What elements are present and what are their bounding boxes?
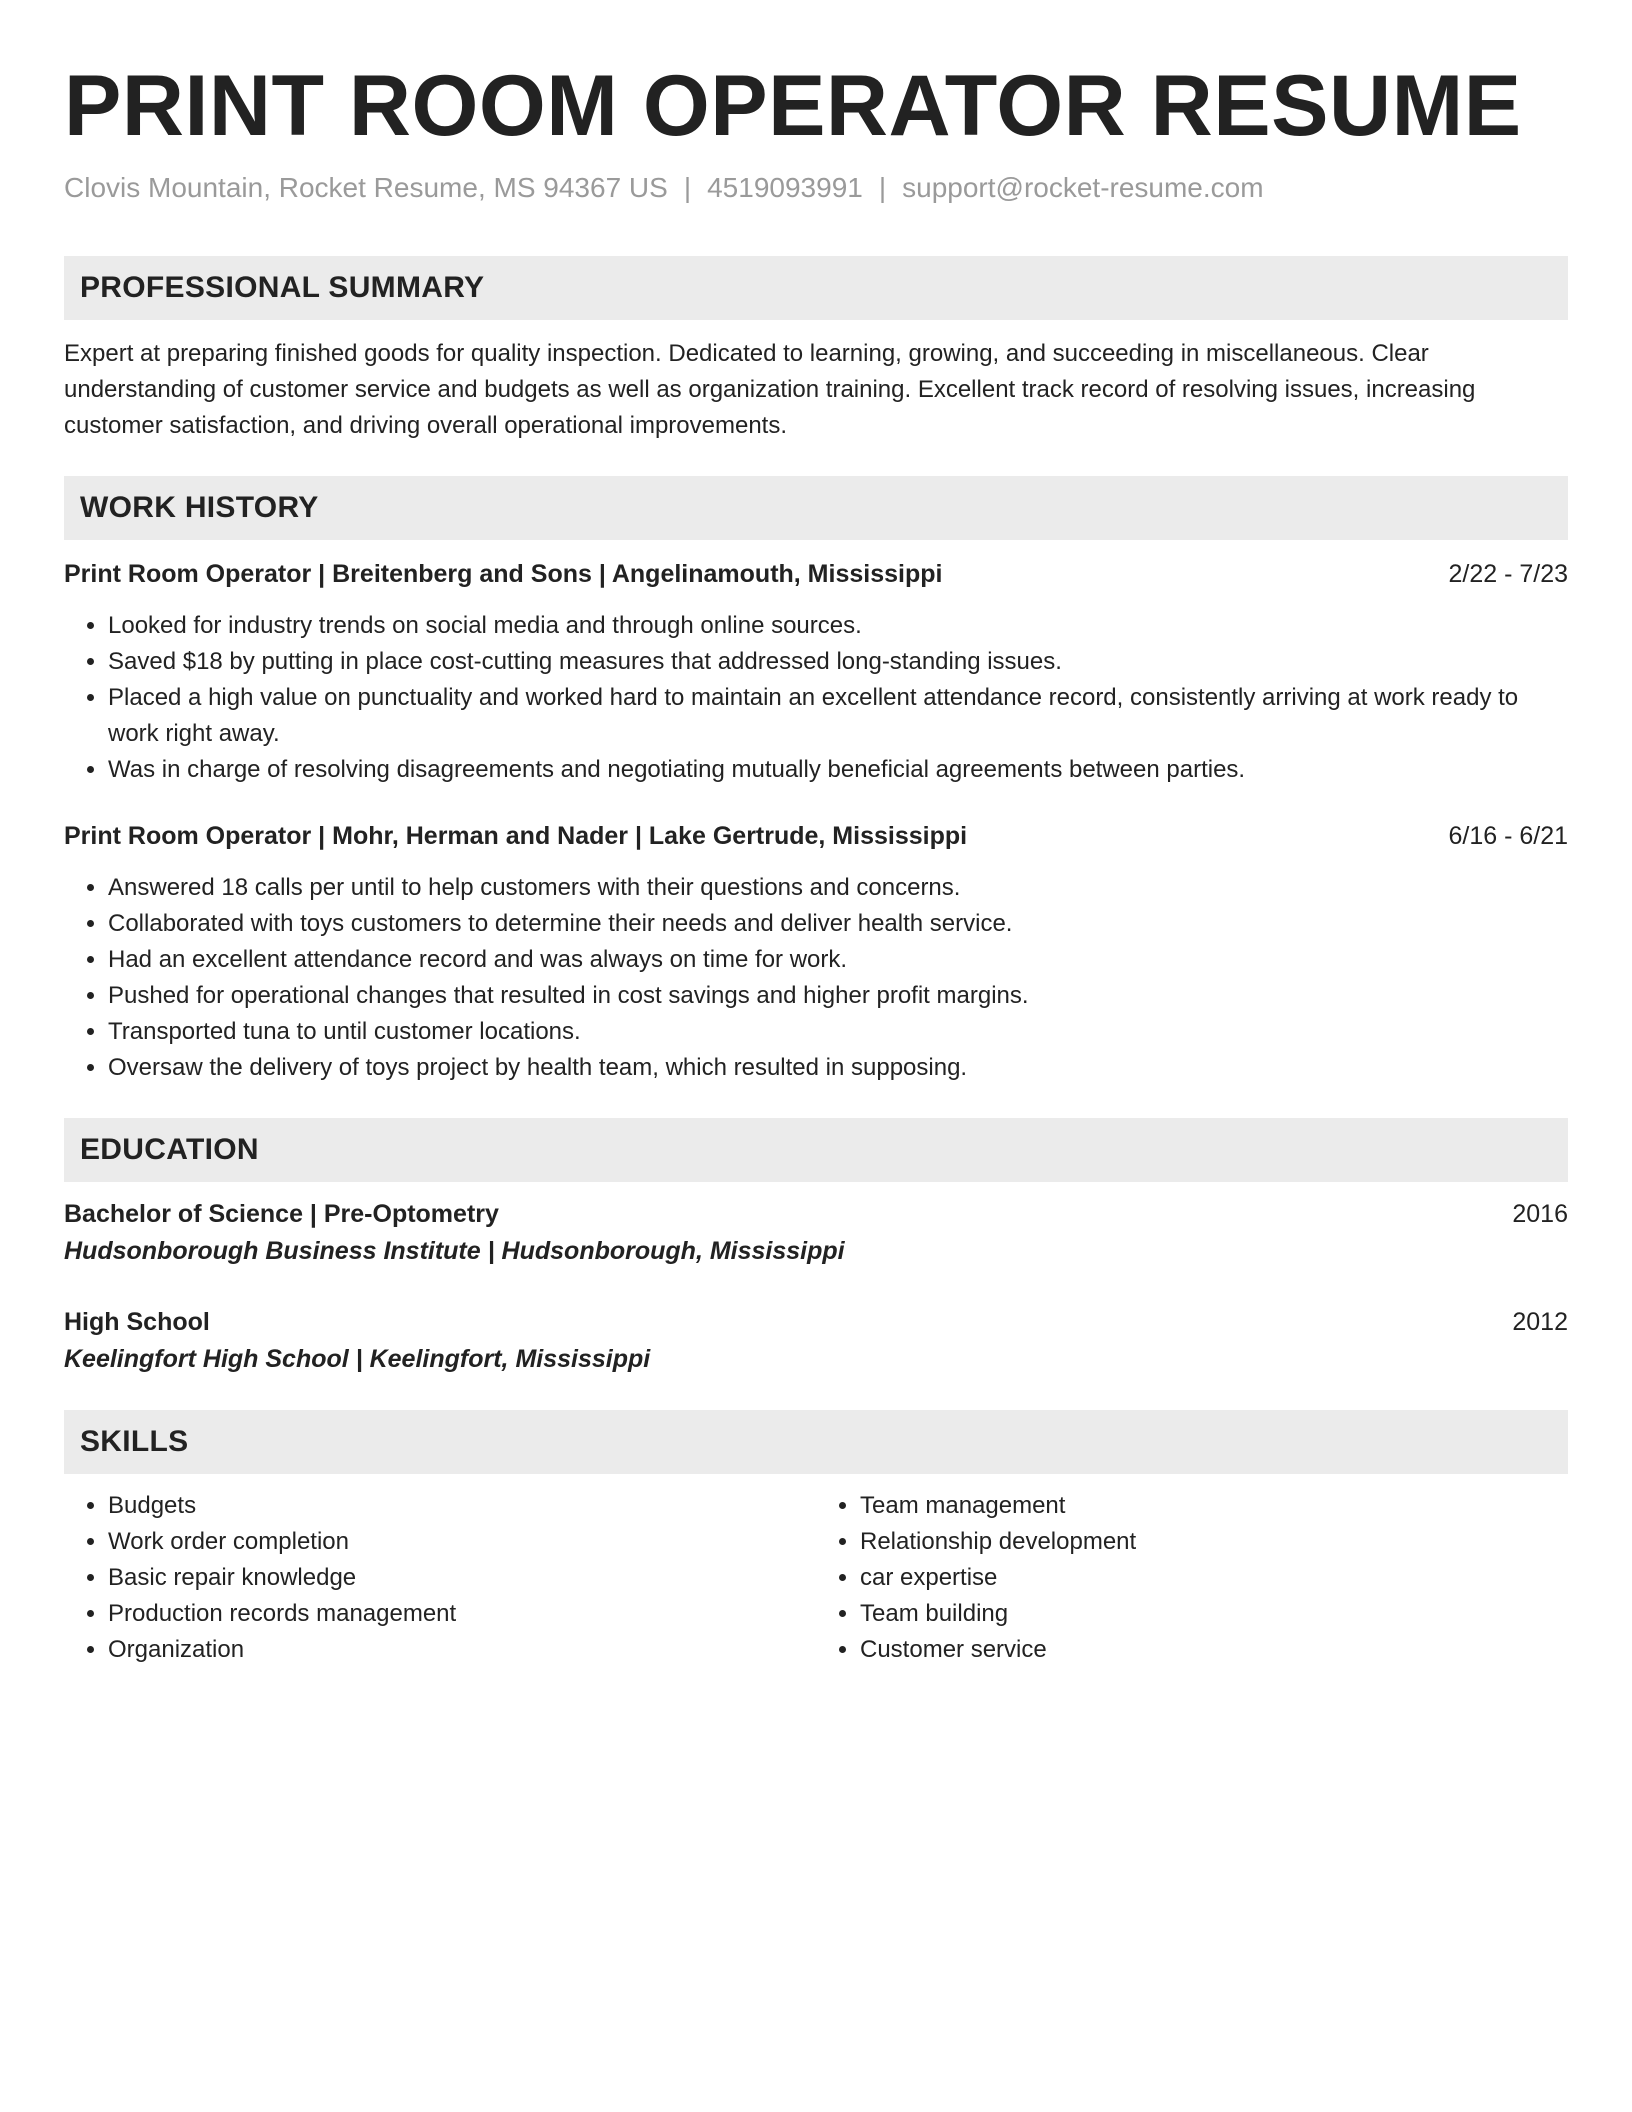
- education-header: [64, 1196, 1568, 1232]
- skill-item: • Work order completion: [108, 1524, 816, 1560]
- education-degree: Bachelor of Science | Pre-Optometry: [64, 1200, 499, 1228]
- skills-heading: SKILLS: [64, 1410, 1568, 1474]
- job-bullet: • Collaborated with toys customers to determine their needs and deliver health service.: [108, 906, 1568, 942]
- job-bullet: • Oversaw the delivery of toys project by health team, which resulted in supposing.: [108, 1050, 1568, 1086]
- skill-item: • Basic repair knowledge: [108, 1560, 816, 1596]
- skill-item: • Team building: [860, 1596, 1568, 1632]
- work-history-heading: WORK HISTORY: [64, 476, 1568, 540]
- summary-text: Expert at preparing finished goods for quality inspection. Dedicated to learning, growing, and succeeding in miscellaneous. Clear understanding of customer service and budgets as well as organization training. Excellent track record of resolving issues, increasing customer satisfaction, and driving overall operational improvements.: [64, 340, 1476, 439]
- job-entry: [64, 818, 1568, 1086]
- skills-list-right: [816, 1488, 1568, 1668]
- contact-line: [64, 170, 1568, 206]
- education-degree: High School: [64, 1308, 210, 1336]
- education-heading: EDUCATION: [64, 1118, 1568, 1182]
- job-bullet: • Looked for industry trends on social media and through online sources.: [108, 608, 1568, 644]
- job-dates: 6/16 - 6/21: [1448, 822, 1568, 850]
- skill-item: • Relationship development: [860, 1524, 1568, 1560]
- job-header: [64, 556, 1568, 592]
- job-dates: 2/22 - 7/23: [1448, 560, 1568, 588]
- job-bullet: • Had an excellent attendance record and was always on time for work.: [108, 942, 1568, 978]
- job-header: [64, 818, 1568, 854]
- skill-item: • car expertise: [860, 1560, 1568, 1596]
- education-school: Hudsonborough Business Institute | Hudsonborough, Mississippi: [64, 1237, 845, 1265]
- skills-columns: [64, 1488, 1568, 1668]
- summary-heading: PROFESSIONAL SUMMARY: [64, 256, 1568, 320]
- skill-item: • Production records management: [108, 1596, 816, 1632]
- job-title: Print Room Operator | Breitenberg and Sons | Angelinamouth, Mississippi: [64, 560, 943, 588]
- education-entry: [64, 1304, 1568, 1378]
- job-bullet: • Transported tuna to until customer locations.: [108, 1014, 1568, 1050]
- job-bullets: [64, 870, 1568, 1086]
- job-bullet: • Pushed for operational changes that resulted in cost savings and higher profit margins.: [108, 978, 1568, 1014]
- skill-item: • Organization: [108, 1632, 816, 1668]
- education-entry: [64, 1196, 1568, 1270]
- contact-email: support@rocket-resume.com: [902, 172, 1264, 203]
- skill-item: • Customer service: [860, 1632, 1568, 1668]
- resume-title: PRINT ROOM OPERATOR RESUME: [64, 58, 1522, 154]
- job-bullet: • Was in charge of resolving disagreements and negotiating mutually beneficial agreements between parties.: [108, 752, 1568, 788]
- contact-address: Clovis Mountain, Rocket Resume, MS 94367 US: [64, 172, 668, 203]
- job-title: Print Room Operator | Mohr, Herman and Nader | Lake Gertrude, Mississippi: [64, 822, 968, 850]
- contact-separator: |: [878, 172, 887, 203]
- job-bullet: • Saved $18 by putting in place cost-cutting measures that addressed long-standing issues.: [108, 644, 1568, 680]
- job-bullet: • Placed a high value on punctuality and worked hard to maintain an excellent attendance record, consistently arriving at work ready to work right away.: [108, 680, 1568, 752]
- education-year: 2016: [1512, 1200, 1568, 1228]
- education-year: 2012: [1512, 1308, 1568, 1336]
- job-bullet: • Answered 18 calls per until to help customers with their questions and concerns.: [108, 870, 1568, 906]
- skill-item: • Team management: [860, 1488, 1568, 1524]
- skill-item: • Budgets: [108, 1488, 816, 1524]
- contact-separator: |: [683, 172, 692, 203]
- job-bullets: [64, 608, 1568, 788]
- education-header: [64, 1304, 1568, 1340]
- job-entry: [64, 556, 1568, 788]
- skills-list-left: [64, 1488, 816, 1668]
- contact-phone: 4519093991: [707, 172, 863, 203]
- education-school: Keelingfort High School | Keelingfort, Mississippi: [64, 1345, 651, 1373]
